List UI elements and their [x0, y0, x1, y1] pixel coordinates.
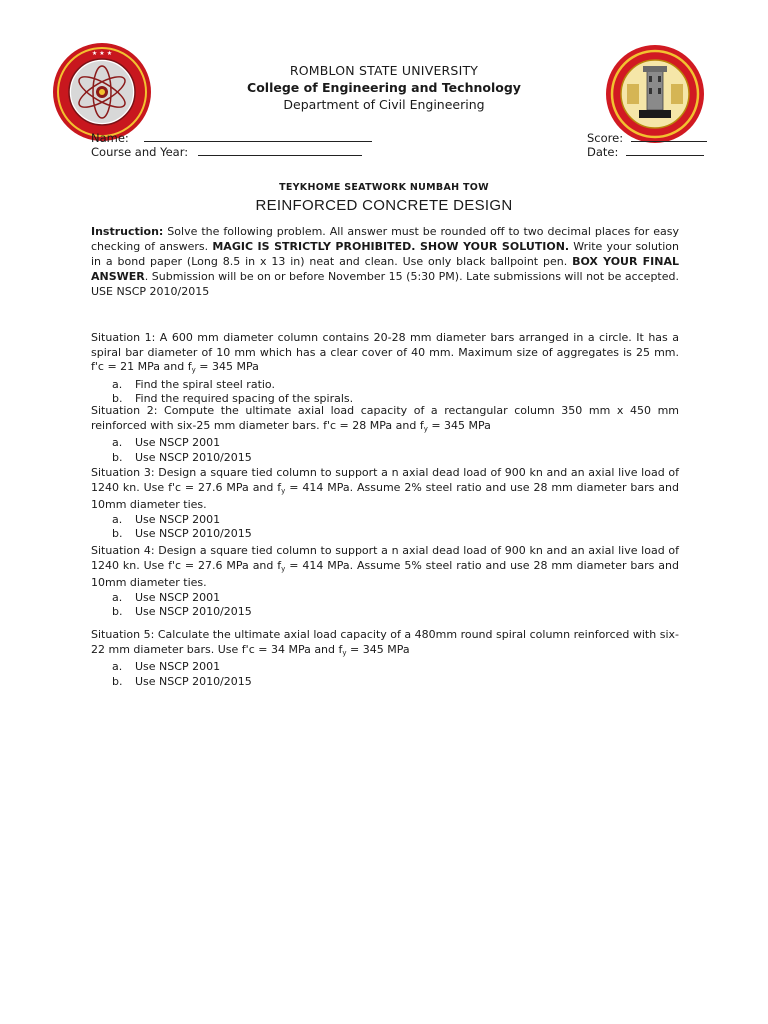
- situation-2-text-b: = 345 MPa: [427, 418, 491, 432]
- situation-4-text-a: Situation 4: Design a square tied column to support a n axial dead load of 900 kn and an axial live load of 1240 kn. Use f'c = 27.6 MPa and f: [91, 544, 679, 572]
- course-label: Course and Year:: [91, 145, 189, 159]
- item-marker: b.: [112, 450, 123, 464]
- situation-3-items: [91, 513, 679, 542]
- college-name: College of Engineering and Technology: [247, 80, 521, 95]
- instruction-paragraph: [91, 224, 679, 299]
- date-label: Date:: [587, 145, 619, 159]
- instruction-bold-1: MAGIC IS STRICTLY PROHIBITED. SHOW YOUR SOLUTION.: [212, 240, 570, 253]
- item-text: Find the spiral steel ratio.: [135, 377, 275, 391]
- item-text: Use NSCP 2010/2015: [135, 527, 252, 541]
- list-item: [91, 513, 679, 528]
- item-text: Use NSCP 2010/2015: [135, 674, 252, 688]
- situation-5-items: [91, 660, 679, 689]
- situation-5-text-a: Situation 5: Calculate the ultimate axial load capacity of a 480mm round spiral column reinforced with six-22 mm diameter bars. Use f'c = 34 MPa and f: [91, 628, 679, 656]
- item-marker: b.: [112, 392, 123, 406]
- situation-4: [91, 544, 679, 620]
- situation-1: [91, 331, 679, 407]
- item-text: Use NSCP 2010/2015: [135, 605, 252, 619]
- item-text: Find the required spacing of the spirals.: [135, 392, 354, 406]
- situation-1-text-b: = 345 MPa: [195, 360, 259, 374]
- situation-4-text-b: = 414 MPa. Assume 5% steel ratio and use 28 mm diameter bars and 10mm diameter ties.: [91, 558, 679, 590]
- list-item: [91, 675, 679, 690]
- name-label: Name:: [91, 131, 129, 145]
- item-marker: a.: [112, 590, 123, 604]
- list-item: [91, 605, 679, 620]
- situation-3-text-b: = 414 MPa. Assume 2% steel ratio and use 28 mm diameter bars and 10mm diameter ties.: [91, 480, 679, 512]
- instruction-bold-2: BOX YOUR FINAL ANSWER: [91, 255, 679, 283]
- situation-5-text: [91, 628, 679, 660]
- date-field: [587, 144, 704, 159]
- score-field: [587, 130, 707, 145]
- situation-1-text-a: Situation 1: A 600 mm diameter column contains 20-28 mm diameter bars arranged in a circle. It has a spiral bar diameter of 10 mm which has a clear cover of 40 mm. Maximum size of aggregates is 25 mm. f'c = 21 MPa and f: [91, 331, 679, 374]
- department-name: Department of Civil Engineering: [283, 97, 485, 112]
- situation-2-text: [91, 404, 679, 436]
- situation-3-text: [91, 466, 679, 513]
- list-item: [91, 660, 679, 675]
- instruction-text-2: Write your solution in a bond paper (Long 8.5 in x 13 in) neat and clean. Use only black ballpoint pen.: [91, 240, 680, 268]
- college-seal-logo: [52, 42, 152, 142]
- instruction-text-1: Solve the following problem. All answer must be rounded off to two decimal places for easy checking of answers.: [91, 225, 679, 253]
- name-blank-line: [144, 130, 372, 142]
- situation-4-items: [91, 591, 679, 620]
- name-field: [91, 130, 372, 145]
- situation-5-subscript: y: [342, 648, 347, 657]
- item-marker: b.: [112, 527, 123, 541]
- university-name: ROMBLON STATE UNIVERSITY: [289, 63, 479, 78]
- situation-3-text-a: Situation 3: Design a square tied column to support a n axial dead load of 900 kn and an axial live load of 1240 kn. Use f'c = 27.6 MPa and f: [91, 466, 679, 494]
- item-text: Use NSCP 2001: [135, 660, 221, 674]
- situation-1-subscript: y: [191, 366, 196, 375]
- svg-text:★ ★ ★: ★ ★ ★: [91, 50, 113, 57]
- letterhead: [200, 62, 568, 113]
- item-marker: a.: [112, 377, 123, 391]
- item-text: Use NSCP 2001: [135, 436, 221, 450]
- situation-3: [91, 466, 679, 542]
- item-marker: a.: [112, 512, 123, 526]
- item-text: Use NSCP 2010/2015: [135, 450, 252, 464]
- item-marker: a.: [112, 660, 123, 674]
- situation-2-subscript: y: [423, 424, 428, 433]
- situation-2-text-a: Situation 2: Compute the ultimate axial load capacity of a rectangular column 350 mm x 450 mm reinforced with six-25 mm diameter bars. f'c = 28 MPa and f: [91, 404, 679, 432]
- list-item: [91, 378, 679, 393]
- item-text: Use NSCP 2001: [135, 590, 221, 604]
- course-blank-line: [198, 144, 362, 156]
- score-label: Score:: [587, 131, 624, 145]
- situation-5: [91, 628, 679, 689]
- department-seal-logo: [605, 44, 705, 144]
- item-marker: a.: [112, 436, 123, 450]
- situation-3-subscript: y: [281, 486, 286, 495]
- score-blank-line: [631, 130, 707, 142]
- list-item: [91, 436, 679, 451]
- situation-2: [91, 404, 679, 465]
- list-item: [91, 591, 679, 606]
- situation-1-text: [91, 331, 679, 378]
- item-marker: b.: [112, 674, 123, 688]
- date-blank-line: [626, 144, 704, 156]
- item-text: Use NSCP 2001: [135, 512, 221, 526]
- list-item: [91, 527, 679, 542]
- situation-4-subscript: y: [281, 564, 286, 573]
- document-title: REINFORCED CONCRETE DESIGN: [255, 197, 513, 214]
- instruction-label: Instruction:: [91, 225, 164, 238]
- list-item: [91, 451, 679, 466]
- situation-4-text: [91, 544, 679, 591]
- seatwork-subtitle: TEYKHOME SEATWORK NUMBAH TOW: [279, 182, 489, 193]
- instruction-text-3: . Submission will be on or before November 15 (5:30 PM). Late submissions will not be accepted. USE NSCP 2010/2015: [91, 270, 679, 298]
- course-field: [91, 144, 362, 159]
- item-marker: b.: [112, 605, 123, 619]
- situation-1-items: [91, 378, 679, 407]
- situation-2-items: [91, 436, 679, 465]
- situation-5-text-b: = 345 MPa: [346, 642, 410, 656]
